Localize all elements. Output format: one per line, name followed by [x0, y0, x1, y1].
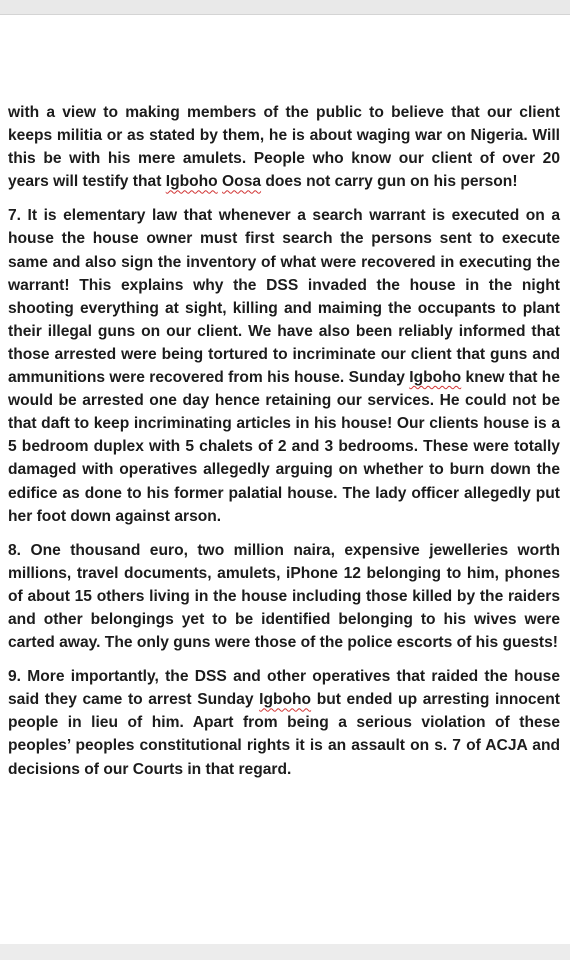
paragraph-intro [8, 101, 560, 193]
document-page [0, 14, 570, 946]
paragraph-text: with a view to making members of the public to believe that our client keeps militia or as stated by them, he is about waging war on Nigeria. Will this be with his mere amulets. People who know our client of over 20 years will testify that [8, 104, 560, 191]
paragraph-text: 9. More importantly, the DSS and other operatives that raided the house said they came to arrest Sunday [8, 668, 560, 709]
paragraph-text: knew that he would be arrested one day hence retaining our services. He could not be that daft to keep incriminating articles in his house! Our clients house is a 5 bedroom duplex with 5 chalets of 2 and 3 bedrooms. These were totally damaged with operatives allegedly arguing on whether to burn down the edifice as done to his former palatial house. The lady officer allegedly put her foot down against arson. [8, 369, 560, 525]
paragraph-7 [8, 204, 560, 527]
paragraph-8 [8, 539, 560, 654]
paragraph-text: does not carry gun on his person! [261, 173, 518, 191]
misspelled-word: Igboho [409, 369, 462, 387]
paragraph-text: 8. One thousand euro, two million naira, expensive jewelleries worth millions, travel documents, amulets, iPhone 12 belonging to him, phones of about 15 others living in the house including those killed by the raiders and other belongings yet to be identified belonging to his wives were carted away. The only guns were those of the police escorts of his guests! [8, 541, 560, 652]
paragraph-text: but ended up arresting innocent people in lieu of him. Apart from being a serious violation of these peoples’ peoples constitutional rights it is an assault on s. 7 of ACJA and decisions of our Courts in that regard. [8, 691, 560, 778]
paragraph-text: 7. It is elementary law that whenever a search warrant is executed on a house the house owner must first search the persons sent to execute same and also sign the inventory of what were recovered in executing the warrant! This explains why the DSS invaded the house in the night shooting everything at sight, killing and maiming the occupants to plant their illegal guns on our client. We have also been reliably informed that those arrested were being tortured to incriminate our client that guns and ammunitions were recovered from his house. Sunday [8, 207, 560, 387]
document-body [8, 101, 560, 781]
page-footer-margin [0, 944, 570, 960]
paragraph-9 [8, 665, 560, 780]
misspelled-word: Igboho [259, 691, 312, 709]
misspelled-word: Oosa [222, 173, 262, 191]
misspelled-word: Igboho [165, 173, 218, 191]
